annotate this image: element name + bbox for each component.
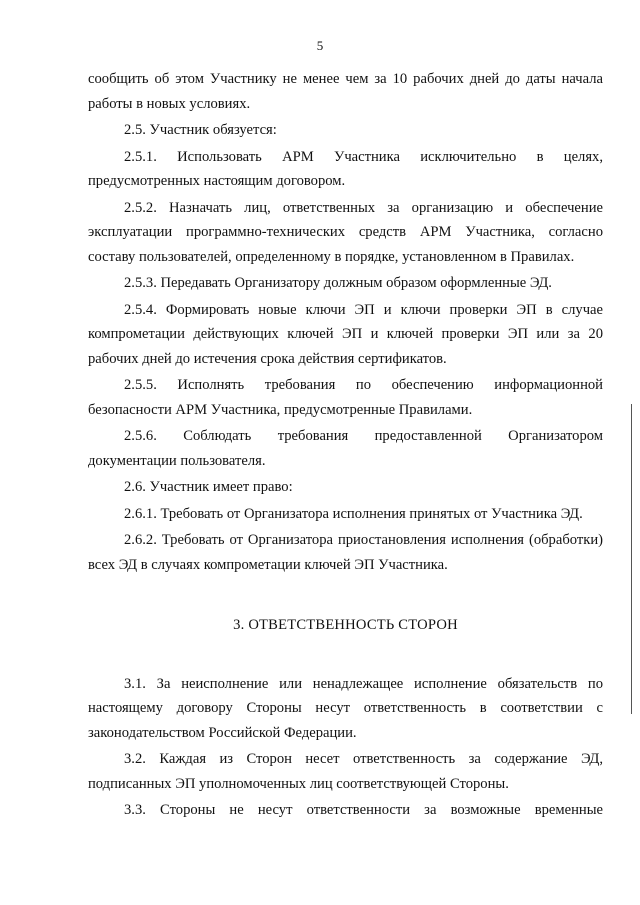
document-body (88, 67, 603, 825)
paragraphs-before-heading (88, 67, 603, 577)
paragraph: 2.5.2. Назначать лиц, ответственных за организацию и обеспечение эксплуатации программно-технических средств АРМ Участника, согласно составу пользователей, определенному в порядке, установленном в Правилах. (88, 199, 603, 265)
paragraph: 2.5. Участник обязуется: (124, 122, 277, 138)
paragraph: 2.5.3. Передавать Организатору должным образом оформленные ЭД. (124, 275, 552, 291)
paragraph: 3.3. Стороны не несут ответственности за возможные временные (124, 802, 603, 818)
paragraph: сообщить об этом Участнику не менее чем за 10 рабочих дней до даты начала работы в новых условиях. (88, 71, 603, 112)
paragraph: 2.6. Участник имеет право: (124, 479, 293, 495)
paragraph: 3.2. Каждая из Сторон несет ответственность за содержание ЭД, подписанных ЭП уполномоченных лиц соответствующей Стороны. (88, 751, 603, 792)
paragraph: 2.5.4. Формировать новые ключи ЭП и ключи проверки ЭП в случае компрометации действующих ключей ЭП и ключей проверки ЭП или за 20 рабочих дней до истечения срока действия сертификатов. (88, 301, 603, 367)
paragraph: 3.1. За неисполнение или ненадлежащее исполнение обязательств по настоящему договору Стороны несут ответственность в соответствии с законодательством Российской Федерации. (88, 675, 603, 741)
paragraph: 2.5.1. Использовать АРМ Участника исключительно в целях, предусмотренных настоящим договором. (88, 148, 603, 189)
paragraph: 2.5.6. Соблюдать требования предоставленной Организатором документации пользователя. (88, 428, 603, 469)
section-heading: 3. ОТВЕТСТВЕННОСТЬ СТОРОН (233, 617, 458, 633)
paragraph: 2.6.1. Требовать от Организатора исполнения принятых от Участника ЭД. (124, 505, 583, 522)
paragraphs-after-heading (88, 672, 603, 823)
page-number: 5 (316, 38, 324, 53)
scan-edge-mark (631, 404, 632, 714)
paragraph: 2.6.2. Требовать от Организатора приостановления исполнения (обработки) всех ЭД в случаях компрометации ключей ЭП Участника. (88, 532, 603, 573)
paragraph: 2.5.5. Исполнять требования по обеспечению информационной безопасности АРМ Участника, предусмотренные Правилами. (88, 377, 603, 418)
